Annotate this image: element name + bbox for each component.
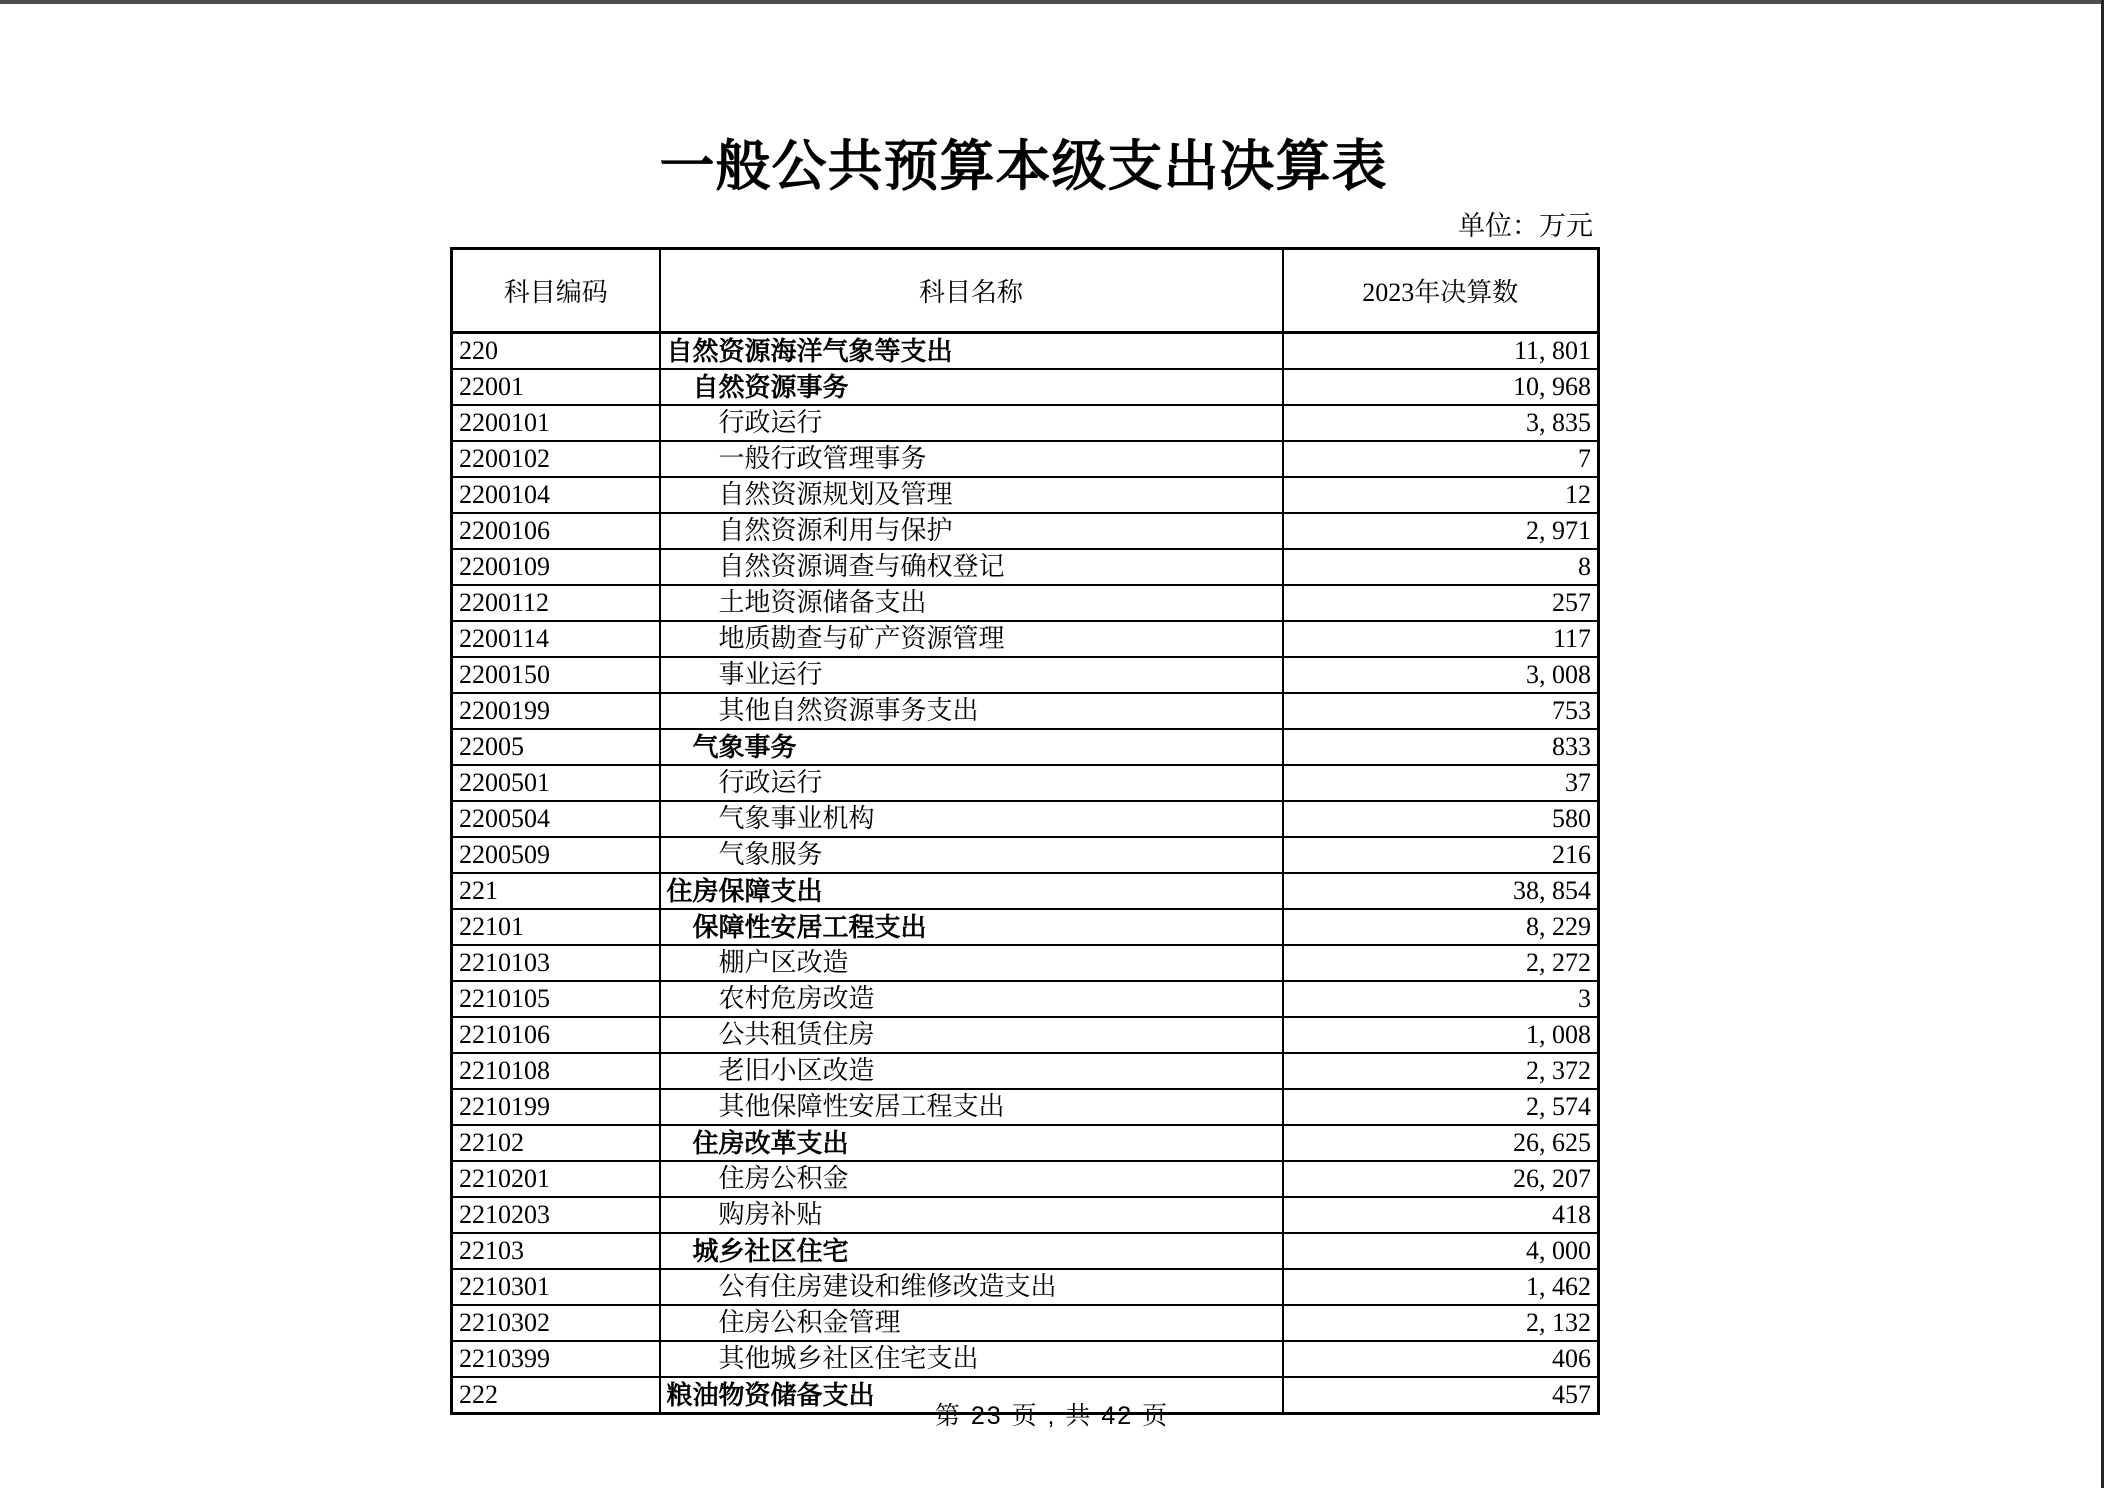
header-subject-name: 科目名称 (660, 249, 1283, 333)
row-value: 418 (1283, 1197, 1599, 1233)
row-name: 棚户区改造 (660, 945, 1283, 981)
table-row (452, 1089, 1599, 1125)
row-code: 2210105 (452, 981, 660, 1017)
table-row (452, 369, 1599, 405)
row-code: 2210302 (452, 1305, 660, 1341)
table-row (452, 549, 1599, 585)
table-row (452, 837, 1599, 873)
row-value: 37 (1283, 765, 1599, 801)
row-code: 2210199 (452, 1089, 660, 1125)
row-code: 2210301 (452, 1269, 660, 1305)
table-row (452, 477, 1599, 513)
row-value: 257 (1283, 585, 1599, 621)
row-name: 公共租赁住房 (660, 1017, 1283, 1053)
row-code: 2200199 (452, 693, 660, 729)
budget-table (450, 247, 1600, 1415)
row-name: 行政运行 (660, 765, 1283, 801)
row-value: 753 (1283, 693, 1599, 729)
table-row (452, 729, 1599, 765)
row-value: 8, 229 (1283, 909, 1599, 945)
row-code: 2210201 (452, 1161, 660, 1197)
row-name: 土地资源储备支出 (660, 585, 1283, 621)
row-name: 住房改革支出 (660, 1125, 1283, 1161)
table-row (452, 1269, 1599, 1305)
row-value: 7 (1283, 441, 1599, 477)
window-top-edge (0, 0, 2104, 4)
table-row (452, 909, 1599, 945)
row-code: 2200501 (452, 765, 660, 801)
row-code: 22101 (452, 909, 660, 945)
row-name: 气象事业机构 (660, 801, 1283, 837)
row-code: 2200150 (452, 657, 660, 693)
table-row (452, 1017, 1599, 1053)
row-name: 行政运行 (660, 405, 1283, 441)
row-value: 3 (1283, 981, 1599, 1017)
row-code: 2200106 (452, 513, 660, 549)
table-row (452, 693, 1599, 729)
page-number-footer: 第 23 页 , 共 42 页 (934, 1402, 1170, 1430)
row-value: 4, 000 (1283, 1233, 1599, 1269)
row-name: 其他自然资源事务支出 (660, 693, 1283, 729)
row-name: 一般行政管理事务 (660, 441, 1283, 477)
table-header-row (452, 249, 1599, 333)
table-row (452, 873, 1599, 909)
row-value: 3, 008 (1283, 657, 1599, 693)
table-row (452, 1305, 1599, 1341)
row-value: 580 (1283, 801, 1599, 837)
row-code: 22005 (452, 729, 660, 765)
unit-label: 单位：万元 (1458, 211, 1593, 241)
table-row (452, 1053, 1599, 1089)
table-row (452, 621, 1599, 657)
table-row (452, 513, 1599, 549)
row-code: 220 (452, 333, 660, 370)
row-code: 2200114 (452, 621, 660, 657)
table-body (452, 333, 1599, 1414)
table-row (452, 333, 1599, 370)
row-code: 2200104 (452, 477, 660, 513)
row-name: 住房公积金 (660, 1161, 1283, 1197)
row-name: 粮油物资储备支出 (660, 1377, 1283, 1414)
table-row (452, 441, 1599, 477)
row-value: 38, 854 (1283, 873, 1599, 909)
row-code: 2210399 (452, 1341, 660, 1377)
row-name: 住房保障支出 (660, 873, 1283, 909)
page-title: 一般公共预算本级支出决算表 (659, 135, 1388, 197)
row-name: 自然资源规划及管理 (660, 477, 1283, 513)
row-name: 保障性安居工程支出 (660, 909, 1283, 945)
row-value: 26, 207 (1283, 1161, 1599, 1197)
row-name: 农村危房改造 (660, 981, 1283, 1017)
row-code: 2200101 (452, 405, 660, 441)
table-row (452, 1233, 1599, 1269)
row-code: 2210108 (452, 1053, 660, 1089)
row-name: 购房补贴 (660, 1197, 1283, 1233)
table-row (452, 1197, 1599, 1233)
row-code: 22001 (452, 369, 660, 405)
row-code: 2200509 (452, 837, 660, 873)
row-value: 12 (1283, 477, 1599, 513)
row-name: 自然资源海洋气象等支出 (660, 333, 1283, 370)
table-row (452, 405, 1599, 441)
row-name: 自然资源调查与确权登记 (660, 549, 1283, 585)
row-value: 2, 574 (1283, 1089, 1599, 1125)
row-name: 气象事务 (660, 729, 1283, 765)
row-name: 自然资源事务 (660, 369, 1283, 405)
row-value: 2, 372 (1283, 1053, 1599, 1089)
row-name: 自然资源利用与保护 (660, 513, 1283, 549)
row-value: 216 (1283, 837, 1599, 873)
table-row (452, 1341, 1599, 1377)
row-code: 2210203 (452, 1197, 660, 1233)
row-value: 406 (1283, 1341, 1599, 1377)
table-row (452, 1161, 1599, 1197)
row-code: 2200504 (452, 801, 660, 837)
row-code: 2200102 (452, 441, 660, 477)
row-code: 222 (452, 1377, 660, 1414)
row-name: 住房公积金管理 (660, 1305, 1283, 1341)
header-subject-code: 科目编码 (452, 249, 660, 333)
table-row (452, 585, 1599, 621)
row-value: 2, 272 (1283, 945, 1599, 981)
table-row (452, 981, 1599, 1017)
row-name: 地质勘查与矿产资源管理 (660, 621, 1283, 657)
row-value: 10, 968 (1283, 369, 1599, 405)
row-value: 2, 971 (1283, 513, 1599, 549)
table-row (452, 1125, 1599, 1161)
row-value: 1, 008 (1283, 1017, 1599, 1053)
row-code: 22103 (452, 1233, 660, 1269)
row-name: 城乡社区住宅 (660, 1233, 1283, 1269)
table-row (452, 801, 1599, 837)
table-row (452, 765, 1599, 801)
row-name: 其他保障性安居工程支出 (660, 1089, 1283, 1125)
row-code: 22102 (452, 1125, 660, 1161)
row-code: 2210106 (452, 1017, 660, 1053)
row-name: 老旧小区改造 (660, 1053, 1283, 1089)
table-row (452, 945, 1599, 981)
row-name: 其他城乡社区住宅支出 (660, 1341, 1283, 1377)
row-value: 2, 132 (1283, 1305, 1599, 1341)
row-value: 1, 462 (1283, 1269, 1599, 1305)
row-value: 117 (1283, 621, 1599, 657)
row-code: 2200112 (452, 585, 660, 621)
row-name: 公有住房建设和维修改造支出 (660, 1269, 1283, 1305)
row-code: 2200109 (452, 549, 660, 585)
table-row (452, 657, 1599, 693)
row-value: 8 (1283, 549, 1599, 585)
row-code: 2210103 (452, 945, 660, 981)
row-value: 3, 835 (1283, 405, 1599, 441)
row-value: 11, 801 (1283, 333, 1599, 370)
row-name: 气象服务 (660, 837, 1283, 873)
row-name: 事业运行 (660, 657, 1283, 693)
header-2023-final-amount: 2023年决算数 (1283, 249, 1599, 333)
row-value: 26, 625 (1283, 1125, 1599, 1161)
row-value: 833 (1283, 729, 1599, 765)
row-value: 457 (1283, 1377, 1599, 1414)
row-code: 221 (452, 873, 660, 909)
